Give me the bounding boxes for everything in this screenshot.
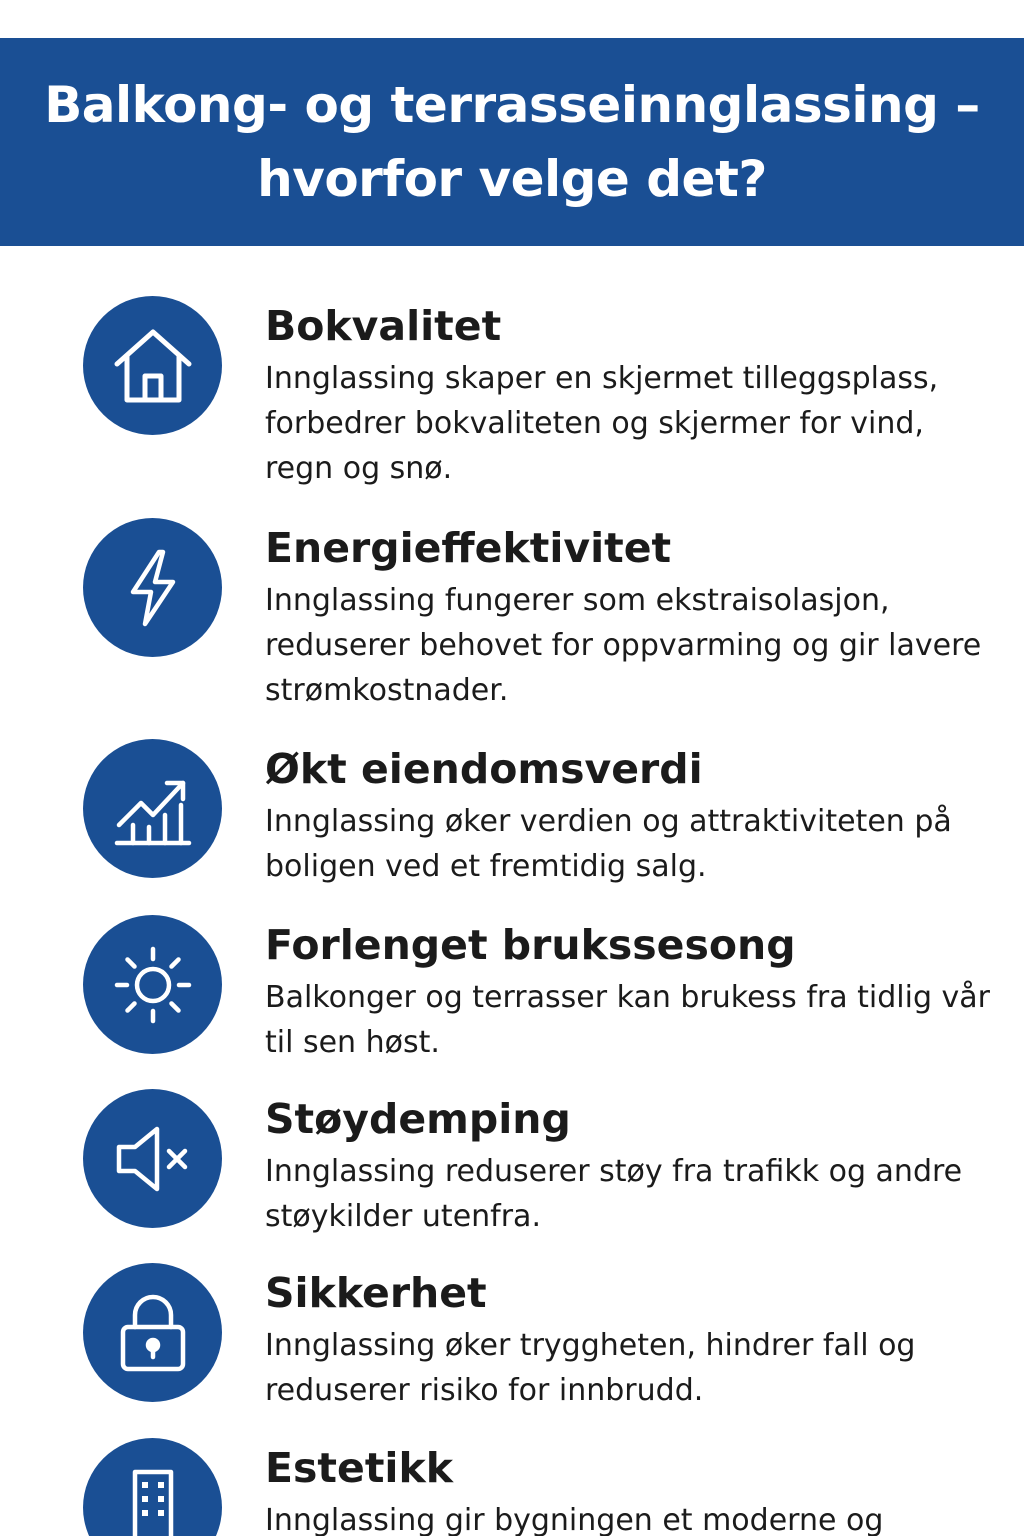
benefit-title: Energieffektivitet [265, 524, 672, 572]
benefit-title: Estetikk [265, 1444, 454, 1492]
benefit-description: Innglassing øker tryggheten, hindrer fall og reduserer risiko for innbrudd. [265, 1328, 916, 1408]
benefit-title: Støydemping [265, 1095, 571, 1143]
benefit-title: Økt eiendomsverdi [265, 745, 703, 793]
speaker-mute-icon [83, 1089, 222, 1228]
sun-icon [83, 915, 222, 1054]
growth-chart-icon [83, 739, 222, 878]
benefit-description: Innglassing gir bygningen et moderne og [265, 1503, 884, 1536]
house-icon [83, 296, 222, 435]
benefit-title: Sikkerhet [265, 1269, 487, 1317]
page-header [0, 38, 1024, 246]
page-title-line-2: hvorfor velge det? [257, 150, 767, 208]
benefit-description: Innglassing øker verdien og attraktiviteten på boligen ved et fremtidig salg. [265, 804, 952, 884]
lightning-icon [83, 518, 222, 657]
benefit-item-estetikk [0, 1438, 1024, 1536]
benefit-title: Forlenget brukssesong [265, 921, 796, 969]
benefit-title: Bokvalitet [265, 302, 502, 350]
page-title-line-1: Balkong- og terrasseinnglassing – [44, 76, 980, 134]
benefit-description: Innglassing reduserer støy fra trafikk og andre støykilder utenfra. [265, 1154, 963, 1234]
padlock-icon [83, 1263, 222, 1402]
building-icon [83, 1438, 222, 1536]
benefit-description: Innglassing fungerer som ekstraisolasjon, reduserer behovet for oppvarming og gir lavere strømkostnader. [265, 583, 982, 708]
benefit-description: Balkonger og terrasser kan brukess fra tidlig vår til sen høst. [265, 980, 991, 1060]
benefit-description: Innglassing skaper en skjermet tilleggsplass, forbedrer bokvaliteten og skjermer for vind, regn og snø. [265, 361, 939, 486]
page-title [44, 68, 980, 216]
